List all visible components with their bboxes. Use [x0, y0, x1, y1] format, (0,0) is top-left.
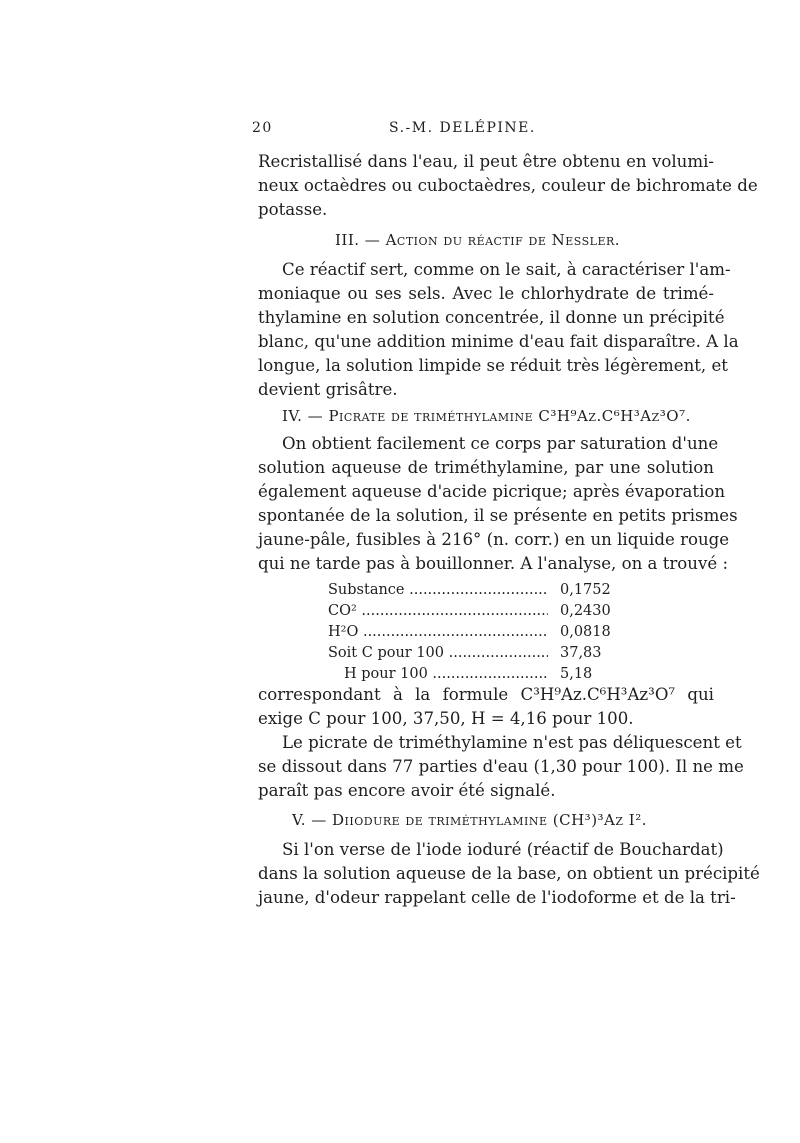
text-line: longue, la solution limpide se réduit très légèrement, et	[258, 356, 728, 375]
text-line: spontanée de la solution, il se présente en petits prismes	[258, 506, 738, 525]
paragraph-deliquescent	[258, 731, 744, 803]
analysis-value: 0,2430	[560, 603, 611, 619]
analysis-value: 0,1752	[560, 582, 611, 598]
text-line: neux octaèdres ou cuboctaèdres, couleur de bichromate de	[258, 176, 758, 195]
text-line: Recristallisé dans l'eau, il peut être obtenu en volumi-	[258, 152, 714, 171]
analysis-row	[328, 664, 628, 685]
text-line: blanc, qu'une addition minime d'eau fait disparaître. A la	[258, 332, 739, 351]
paragraph-formula	[258, 683, 714, 731]
text-line: dans la solution aqueuse de la base, on obtient un précipité	[258, 864, 760, 883]
analysis-row	[328, 643, 628, 664]
text-line: solution aqueuse de triméthylamine, par une solution	[258, 458, 714, 477]
text-line: paraît pas encore avoir été signalé.	[258, 781, 556, 800]
analysis-value: 5,18	[560, 666, 593, 682]
text-line: jaune, d'odeur rappelant celle de l'iodoforme et de la tri-	[258, 888, 736, 907]
text-line: potasse.	[258, 200, 328, 219]
analysis-label: H²O .....	[328, 622, 548, 643]
page-number: 20	[252, 120, 273, 136]
analysis-row	[328, 601, 628, 622]
analysis-value: 37,83	[560, 645, 602, 661]
analysis-value: 0,0818	[560, 624, 611, 640]
paragraph-recristallise	[258, 150, 758, 222]
text-line: thylamine en solution concentrée, il donne un précipité	[258, 308, 725, 327]
analysis-table	[328, 580, 628, 685]
text-line: se dissout dans 77 parties d'eau (1,30 pour 100). Il ne me	[258, 757, 744, 776]
text-line: Si l'on verse de l'iode ioduré (réactif de Bouchardat)	[282, 840, 724, 859]
paragraph-picrate	[258, 432, 738, 576]
text-line: Ce réactif sert, comme on le sait, à caractériser l'am-	[282, 260, 731, 279]
text-line: correspondant à la formule C³H⁹Az.C⁶H³Az³O⁷ qui	[258, 685, 714, 704]
text-line: jaune-pâle, fusibles à 216° (n. corr.) en un liquide rouge	[258, 530, 730, 549]
paragraph-diiodure	[258, 838, 760, 910]
analysis-label: Substance .....	[328, 580, 548, 601]
text-line: exige C pour 100, 37,50, H = 4,16 pour 100.	[258, 709, 634, 728]
section-heading-iii: III. — Action du réactif de Nessler.	[335, 231, 621, 249]
text-line: également aqueuse d'acide picrique; après évaporation	[258, 482, 726, 501]
section-heading-v: V. — Diiodure de triméthylamine (CH³)³Az I².	[292, 811, 648, 829]
text-line: On obtient facilement ce corps par saturation d'une	[282, 434, 719, 453]
text-line: Le picrate de triméthylamine n'est pas déliquescent et	[282, 733, 742, 752]
paragraph-nessler	[258, 258, 739, 402]
analysis-row	[328, 622, 628, 643]
section-heading-iv: IV. — Picrate de triméthylamine C³H⁹Az.C⁶H³Az³O⁷.	[282, 407, 691, 425]
text-line: qui ne tarde pas à bouillonner. A l'analyse, on a trouvé :	[258, 554, 729, 573]
analysis-label: Soit C pour 100 .....	[328, 643, 548, 664]
text-line: moniaque ou ses sels. Avec le chlorhydrate de trimé-	[258, 284, 714, 303]
analysis-label: CO² .....	[328, 601, 548, 622]
analysis-label: H pour 100 .....	[328, 664, 548, 685]
analysis-row	[328, 580, 628, 601]
running-head: S.-M. DELÉPINE.	[389, 120, 536, 136]
text-line: devient grisâtre.	[258, 380, 398, 399]
